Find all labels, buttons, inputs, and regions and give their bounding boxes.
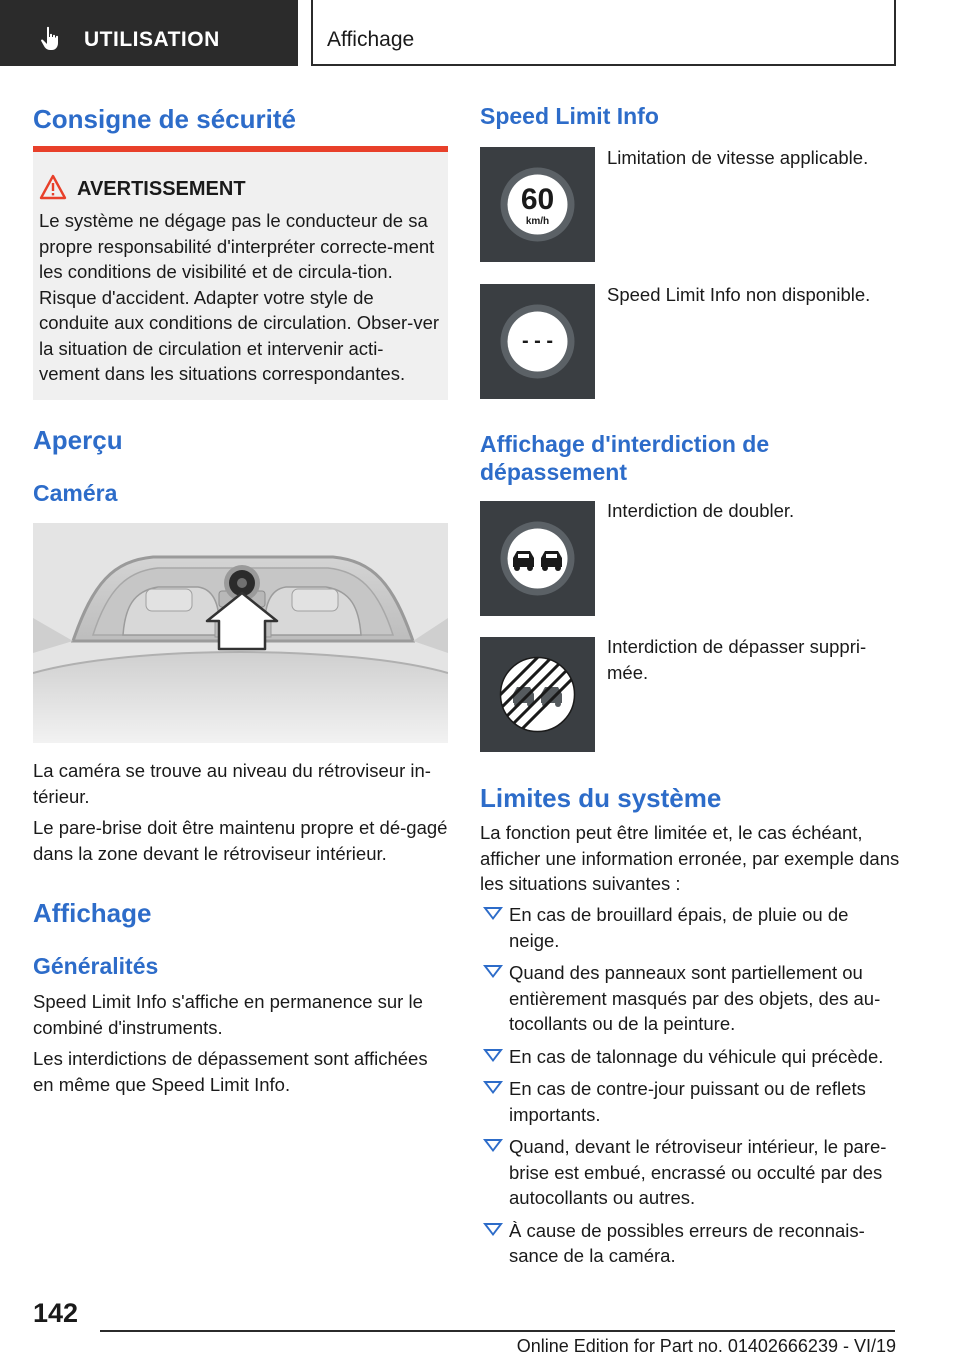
- speed-limit-text: Limitation de vitesse applicable.: [607, 147, 869, 168]
- bullet-triangle-icon: [483, 1081, 503, 1094]
- camera-heading: Caméra: [33, 480, 118, 506]
- warning-body: Le système ne dégage pas le conducteur de sa propre responsabilité d'interpréter correcte-ment les conditions de visibilité et de circula-tion. Risque d'accident. Adapter votre style de conduite aux conditions de circulation. Obser-ver la situation de circulation et intervenir acti-vement dans les situations correspondantes.: [39, 210, 440, 384]
- warning-box: [33, 146, 448, 400]
- warning-triangle-icon: [39, 174, 67, 200]
- unavailable-symbol: - - -: [521, 330, 554, 352]
- end-no-overtaking-text: Interdiction de dépasser suppri-mée.: [607, 636, 867, 683]
- speed-limit-60-sign: [480, 147, 595, 262]
- list-item: [480, 902, 900, 953]
- end-no-overtaking-sign: [480, 637, 595, 752]
- safety-heading: Consigne de sécurité: [33, 104, 296, 134]
- list-item: [480, 1134, 900, 1211]
- speed-unit: km/h: [525, 216, 550, 227]
- display-heading: Affichage: [33, 898, 152, 928]
- speed-limit-unavailable-text: Speed Limit Info non disponible.: [607, 284, 871, 305]
- no-overtake-heading: Affichage d'interdiction de dépassement: [480, 431, 770, 485]
- camera-paragraph-1: La caméra se trouve au niveau du rétroviseur in-térieur.: [33, 760, 431, 807]
- list-item-text: Quand des panneaux sont partiellement ou entièrement masqués par des objets, des au-tocollants ou de la peinture.: [509, 962, 881, 1034]
- general-heading: Généralités: [33, 953, 159, 979]
- footer-divider: [100, 1330, 895, 1332]
- list-item-text: En cas de talonnage du véhicule qui précède.: [509, 1045, 884, 1067]
- list-item: [480, 1044, 900, 1070]
- no-overtaking-sign: [480, 501, 595, 616]
- list-item-text: En cas de contre-jour puissant ou de reflets importants.: [509, 1078, 866, 1125]
- bullet-triangle-icon: [483, 1049, 503, 1062]
- speed-limit-heading: Speed Limit Info: [480, 103, 659, 129]
- section-tab: [0, 0, 298, 66]
- list-item-text: Quand, devant le rétroviseur intérieur, le pare-brise est embué, encrassé ou occulté par des autocollants ou autres.: [509, 1136, 887, 1208]
- section-name: UTILISATION: [84, 28, 220, 51]
- speed-limit-unavailable-sign: [480, 284, 595, 399]
- limits-intro: La fonction peut être limitée et, le cas échéant, afficher une information erronée, par exemple dans les situations suivantes :: [480, 822, 900, 894]
- chapter-title: Affichage: [327, 28, 415, 51]
- list-item-text: En cas de brouillard épais, de pluie ou de neige.: [509, 904, 849, 951]
- limits-heading: Limites du système: [480, 783, 722, 813]
- bullet-triangle-icon: [483, 965, 503, 978]
- limits-list: [480, 902, 900, 1276]
- bullet-triangle-icon: [483, 907, 503, 920]
- warning-title: AVERTISSEMENT: [77, 178, 246, 200]
- list-item: [480, 1218, 900, 1269]
- list-item: [480, 960, 900, 1037]
- no-overtaking-text: Interdiction de doubler.: [607, 500, 795, 521]
- general-paragraph-2: Les interdictions de dépassement sont affichées en même que Speed Limit Info.: [33, 1048, 428, 1095]
- chapter-tab: [311, 0, 896, 66]
- page-header: [0, 0, 960, 66]
- list-item: [480, 1076, 900, 1127]
- general-paragraph-1: Speed Limit Info s'affiche en permanence sur le combiné d'instruments.: [33, 991, 423, 1038]
- bullet-triangle-icon: [483, 1139, 503, 1152]
- list-item-text: À cause de possibles erreurs de reconnais-sance de la caméra.: [509, 1219, 865, 1266]
- camera-paragraph-2: Le pare-brise doit être maintenu propre et dé-gagé dans la zone devant le rétroviseur intérieur.: [33, 817, 448, 864]
- hand-pointer-icon: [38, 26, 64, 52]
- overview-heading: Aperçu: [33, 425, 123, 455]
- speed-value: 60: [520, 183, 555, 216]
- page-number: 142: [33, 1298, 79, 1328]
- edition-info: Online Edition for Part no. 01402666239 - VI/19: [516, 1336, 896, 1356]
- camera-location-illustration: [33, 523, 448, 743]
- bullet-triangle-icon: [483, 1223, 503, 1236]
